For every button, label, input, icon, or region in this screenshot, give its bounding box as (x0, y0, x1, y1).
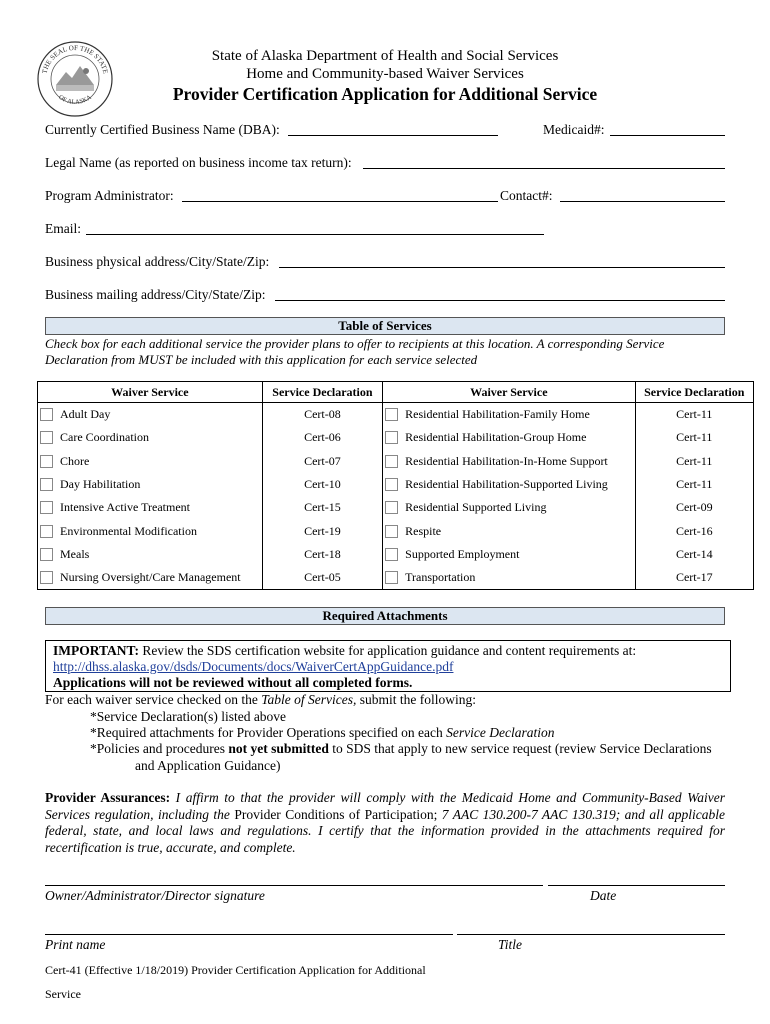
table-row (38, 403, 754, 427)
service-declaration-code: Cert-18 (262, 543, 382, 566)
service-name: Environmental Modification (60, 523, 197, 538)
table-row (38, 426, 754, 449)
service-declaration-code: Cert-15 (262, 496, 382, 519)
service-checkbox[interactable] (385, 525, 398, 538)
guidance-link[interactable]: http://dhss.alaska.gov/dsds/Documents/docs/WaiverCertAppGuidance.pdf (53, 659, 454, 674)
service-name: Adult Day (60, 407, 111, 422)
header-service-declaration: Service Declaration (635, 382, 753, 403)
important-text: Review the SDS certification website for application guidance and content requirements at: (139, 643, 637, 658)
header-waiver-service: Waiver Service (383, 382, 635, 403)
date-field[interactable] (548, 885, 725, 886)
service-name: Residential Supported Living (405, 500, 547, 515)
mailing-address-field[interactable] (275, 300, 725, 301)
service-checkbox[interactable] (40, 501, 53, 514)
legal-name-label: Legal Name (as reported on business income tax return): (45, 155, 352, 170)
table-row (38, 450, 754, 473)
contact-label: Contact#: (500, 188, 553, 203)
service-name: Care Coordination (60, 430, 149, 445)
service-checkbox[interactable] (385, 478, 398, 491)
service-name: Transportation (405, 570, 476, 585)
service-checkbox[interactable] (40, 478, 53, 491)
service-declaration-code: Cert-17 (635, 566, 753, 590)
service-declaration-code: Cert-14 (635, 543, 753, 566)
service-name: Respite (405, 523, 442, 538)
service-checkbox[interactable] (40, 525, 53, 538)
important-label: IMPORTANT: (53, 643, 140, 658)
date-label: Date (590, 888, 617, 903)
service-declaration-code: Cert-19 (262, 519, 382, 542)
service-declaration-code: Cert-16 (635, 519, 753, 542)
service-name: Residential Habilitation-Family Home (405, 407, 590, 422)
service-checkbox[interactable] (385, 548, 398, 561)
header-program: Home and Community-based Waiver Services (246, 66, 524, 82)
service-checkbox[interactable] (385, 431, 398, 444)
service-name: Meals (60, 546, 90, 561)
required-attachments-title: Required Attachments (45, 607, 725, 625)
email-field[interactable] (86, 234, 544, 235)
assurances-label: Provider Assurances: (45, 790, 171, 805)
service-checkbox[interactable] (40, 455, 53, 468)
print-name-label: Print name (45, 937, 106, 952)
medicaid-field[interactable] (610, 135, 725, 136)
services-table (37, 381, 754, 590)
attachment-item-2: *Required attachments for Provider Operations specified on each Service Declaration (90, 725, 555, 740)
service-declaration-code: Cert-07 (262, 450, 382, 473)
attachment-item-3: *Policies and procedures not yet submitted to SDS that apply to new service request (review Service Declarations (90, 741, 712, 756)
table-row (38, 473, 754, 496)
print-name-field[interactable] (45, 934, 453, 935)
physical-address-field[interactable] (279, 267, 725, 268)
header-department: State of Alaska Department of Health and Social Services (211, 48, 559, 64)
attachments-intro: For each waiver service checked on the Table of Services, submit the following: (45, 692, 477, 707)
mailing-address-label: Business mailing address/City/State/Zip: (45, 287, 266, 302)
table-row (38, 519, 754, 542)
table-of-services-title: Table of Services (45, 317, 725, 335)
medicaid-label: Medicaid#: (543, 122, 605, 137)
provider-assurances: Provider Assurances: I affirm to that the provider will comply with the Medicaid Home and Community-Based Waiver Services regulation, including the Provider Conditions of Participation; 7 AAC 130.200-7 AAC 130.319; and all applicable federal, state, and local laws and regulations. I certify that the information provided in the attachments required for recertification is true, accurate, and complete. (45, 790, 726, 855)
table-row (38, 566, 754, 590)
owner-signature-field[interactable] (45, 885, 543, 886)
attachment-item-1: *Service Declaration(s) listed above (90, 709, 287, 724)
table-row (38, 496, 754, 519)
dba-label: Currently Certified Business Name (DBA): (45, 122, 280, 137)
service-declaration-code: Cert-08 (262, 403, 382, 427)
page-title: Provider Certification Application for Additional Service (172, 84, 598, 104)
title-label: Title (498, 937, 523, 952)
service-name: Supported Employment (405, 546, 520, 561)
seal-text-top: THE SEAL OF THE STATE (40, 43, 110, 75)
service-checkbox[interactable] (385, 408, 398, 421)
contact-field[interactable] (560, 201, 725, 202)
service-name: Residential Habilitation-Group Home (405, 430, 587, 445)
service-name: Residential Habilitation-In-Home Support (405, 453, 608, 468)
service-checkbox[interactable] (40, 548, 53, 561)
header-service-declaration: Service Declaration (262, 382, 382, 403)
service-declaration-code: Cert-09 (635, 496, 753, 519)
service-name: Day Habilitation (60, 477, 141, 492)
service-checkbox[interactable] (385, 455, 398, 468)
program-admin-field[interactable] (182, 201, 498, 202)
table-row (38, 543, 754, 566)
service-declaration-code: Cert-06 (262, 426, 382, 449)
service-declaration-code: Cert-11 (635, 426, 753, 449)
email-label: Email: (45, 221, 81, 236)
services-instructions: Check box for each additional service the provider plans to offer to recipients at this location. A corresponding Service Declaration from MUST be included with this application for each service selected (45, 336, 665, 367)
service-checkbox[interactable] (40, 431, 53, 444)
service-declaration-code: Cert-10 (262, 473, 382, 496)
footer-form-id: Cert-41 (Effective 1/18/2019) Provider Certification Application for Additional (45, 963, 426, 977)
service-checkbox[interactable] (40, 408, 53, 421)
applications-warning: Applications will not be reviewed without all completed forms. (53, 675, 413, 690)
service-name: Intensive Active Treatment (60, 500, 190, 515)
service-name: Residential Habilitation-Supported Living (405, 477, 608, 492)
header-waiver-service: Waiver Service (38, 382, 263, 403)
service-declaration-code: Cert-11 (635, 450, 753, 473)
seal-text-bottom: OF ALASKA (57, 93, 93, 106)
service-declaration-code: Cert-05 (262, 566, 382, 590)
attachment-item-3-cont: and Application Guidance) (135, 758, 281, 773)
service-name: Chore (60, 453, 90, 468)
program-admin-label: Program Administrator: (45, 188, 174, 203)
legal-name-field[interactable] (363, 168, 725, 169)
service-checkbox[interactable] (385, 501, 398, 514)
service-checkbox[interactable] (40, 571, 53, 584)
owner-signature-label: Owner/Administrator/Director signature (45, 888, 265, 903)
dba-field[interactable] (288, 135, 498, 136)
service-declaration-code: Cert-11 (635, 473, 753, 496)
title-field[interactable] (457, 934, 725, 935)
service-checkbox[interactable] (385, 571, 398, 584)
physical-address-label: Business physical address/City/State/Zip: (45, 254, 270, 269)
service-name: Nursing Oversight/Care Management (60, 570, 241, 585)
service-declaration-code: Cert-11 (635, 403, 753, 427)
footer-form-id-cont: Service (45, 987, 81, 1001)
important-box (45, 640, 731, 692)
